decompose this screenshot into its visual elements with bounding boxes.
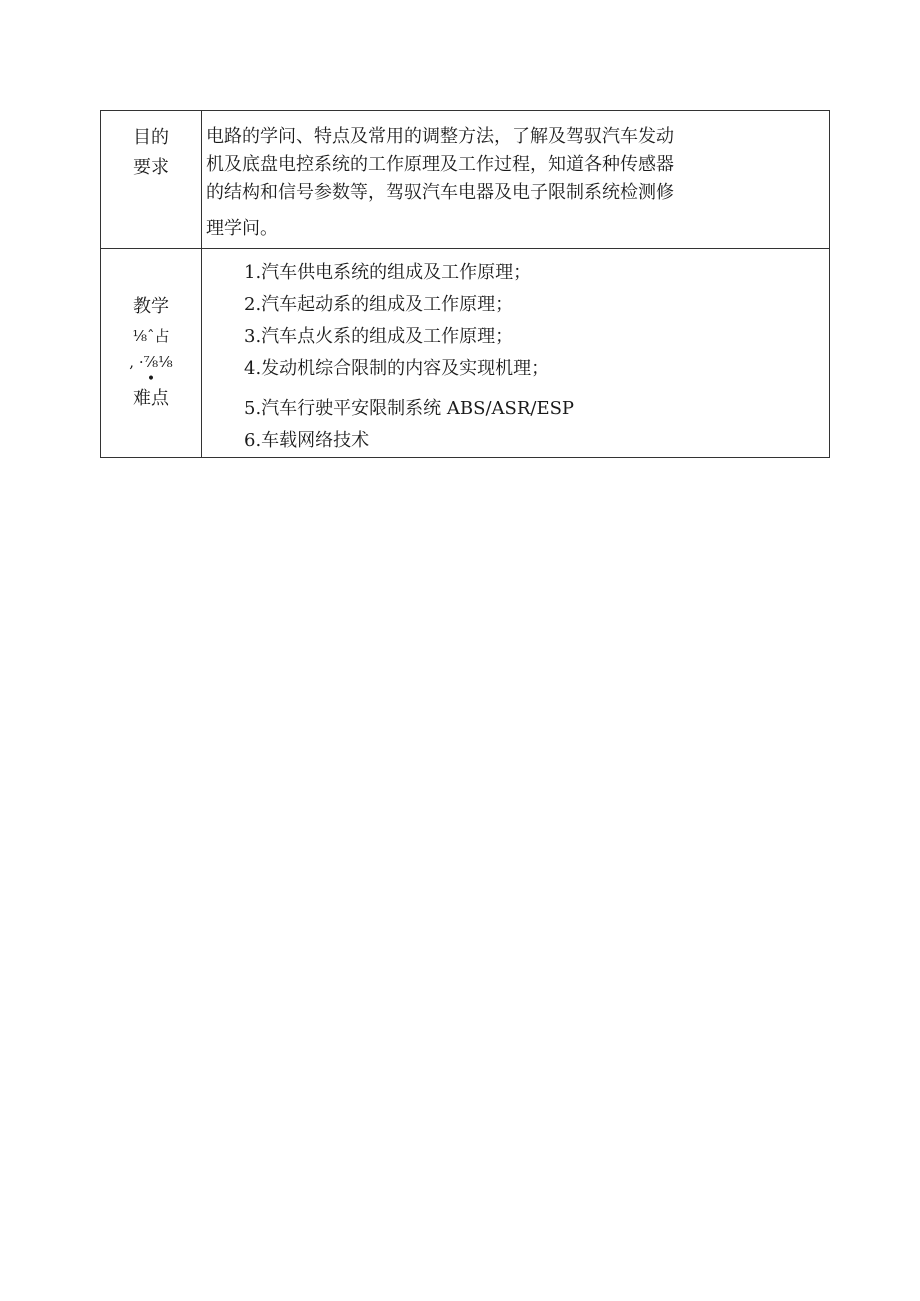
key-points-row — [101, 249, 830, 458]
key-points-label-line3: , ·⅞⅛ — [129, 353, 173, 371]
goal-text-line: 理学问。 — [206, 218, 278, 239]
key-points-label-cell — [101, 249, 202, 458]
key-point-item: 6.车载网络技术 — [244, 430, 370, 451]
goal-text-line: 电路的学问、特点及常用的调整方法，了解及驾驭汽车发动 — [206, 126, 674, 147]
goal-label-line1: 目的 — [133, 127, 169, 148]
key-point-item: 2.汽车起动系的组成及工作原理； — [244, 294, 514, 315]
key-point-item: 5.汽车行驶平安限制系统 ABS/ASR/ESP — [244, 398, 575, 419]
key-points-label-line1: 教学 — [133, 296, 169, 317]
key-points-label-mark: • — [146, 371, 156, 387]
goal-text-line: 的结构和信号参数等，驾驭汽车电器及电子限制系统检测修 — [206, 182, 674, 203]
key-point-item: 1.汽车供电系统的组成及工作原理； — [244, 262, 532, 283]
goal-row — [101, 111, 830, 249]
key-point-item: 3.汽车点火系的组成及工作原理； — [244, 326, 514, 347]
key-points-content-cell — [202, 249, 830, 458]
syllabus-table — [100, 110, 830, 458]
goal-label-line2: 要求 — [133, 157, 169, 178]
key-points-label-line4: 难点 — [133, 388, 169, 409]
key-points-label-line2: ⅛ˆ占 — [132, 327, 170, 345]
goal-content-cell — [202, 111, 830, 249]
goal-text-line: 机及底盘电控系统的工作原理及工作过程，知道各种传感器 — [206, 154, 674, 175]
key-point-item: 4.发动机综合限制的内容及实现机理； — [244, 358, 550, 379]
goal-label-cell — [101, 111, 202, 249]
